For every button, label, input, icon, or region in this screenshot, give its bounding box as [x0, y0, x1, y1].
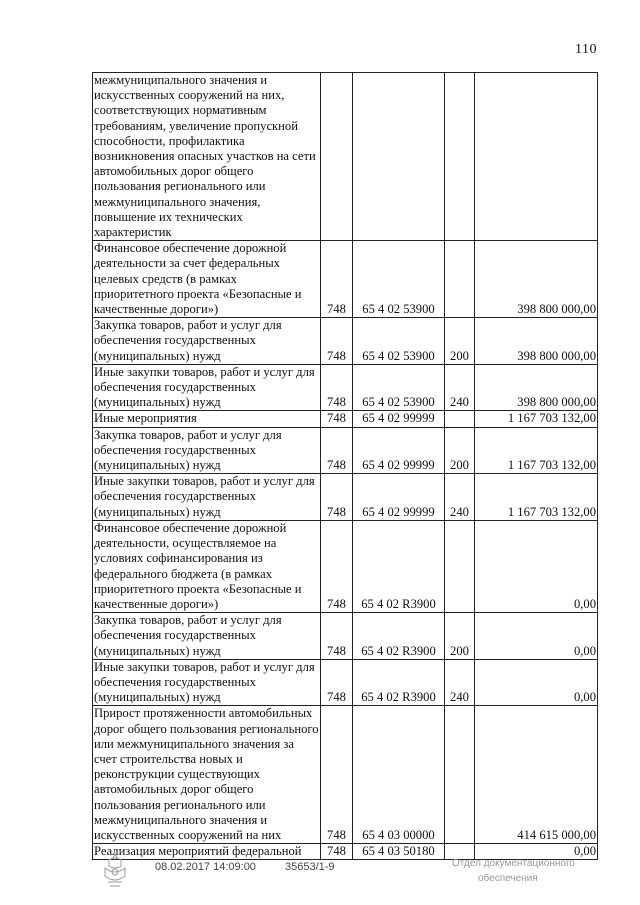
row-amount: [475, 73, 598, 241]
row-target: 65 4 02 53900: [353, 241, 445, 318]
table-row: [93, 659, 598, 706]
row-name: Иные закупки товаров, работ и услуг для обеспечения государственных (муниципальных) нужд: [93, 364, 321, 411]
row-amount: 414 615 000,00: [475, 706, 598, 844]
row-name: Реализация мероприятий федеральной: [93, 844, 321, 860]
table-row: [93, 706, 598, 844]
row-amount: 0,00: [475, 844, 598, 860]
row-code: 748: [321, 364, 353, 411]
row-kind: 200: [445, 613, 475, 660]
row-amount: 0,00: [475, 613, 598, 660]
row-target: 65 4 02 R3900: [353, 659, 445, 706]
footer-stamp-text: [452, 856, 575, 886]
table-row: [93, 364, 598, 411]
row-code: 748: [321, 411, 353, 427]
row-amount: 1 167 703 132,00: [475, 474, 598, 521]
footer-doc-id: 35653/1-9: [285, 861, 335, 873]
row-target: 65 4 02 R3900: [353, 613, 445, 660]
row-code: 748: [321, 474, 353, 521]
row-target: 65 4 02 53900: [353, 364, 445, 411]
row-amount: 398 800 000,00: [475, 364, 598, 411]
stamp-emblem-icon: [100, 852, 130, 890]
row-target: 65 4 03 50180: [353, 844, 445, 860]
row-name: Закупка товаров, работ и услуг для обеспечения государственных (муниципальных) нужд: [93, 427, 321, 474]
row-name: Финансовое обеспечение дорожной деятельности, осуществляемое на условиях софинансирования из федерального бюджета (в рамках приоритетного проекта «Безопасные и качественные дороги»): [93, 520, 321, 612]
row-kind: 200: [445, 427, 475, 474]
table-row: [93, 474, 598, 521]
budget-table: [92, 72, 598, 860]
row-name: Финансовое обеспечение дорожной деятельности за счет федеральных целевых средств (в рамках приоритетного проекта «Безопасные и качественные дороги»): [93, 241, 321, 318]
page-number: 110: [575, 42, 597, 57]
row-target: 65 4 02 53900: [353, 318, 445, 365]
row-name: Прирост протяженности автомобильных дорог общего пользования регионального или межмуниципального значения за счет строительства новых и реконструкции существующих автомобильных дорог общего пользования регионального или межмуниципального значения и искусственных сооружений на них: [94, 706, 319, 842]
row-kind: [445, 411, 475, 427]
table-row: [93, 427, 598, 474]
row-code: 748: [321, 427, 353, 474]
row-name: Закупка товаров, работ и услуг для обеспечения государственных (муниципальных) нужд: [93, 613, 321, 660]
row-kind: 240: [445, 474, 475, 521]
row-amount: 0,00: [475, 659, 598, 706]
row-target: 65 4 02 R3900: [353, 520, 445, 612]
row-kind: 240: [445, 659, 475, 706]
row-name: межмуниципального значения и искусственных сооружений на них, соответствующих нормативным требованиям, увеличение пропускной способности, профилактика возникновения опасных участков на сети автомобильных дорог общего пользования регионального или межмуниципального значения, повышение их технических характеристик: [93, 73, 321, 241]
row-target: 65 4 02 99999: [353, 411, 445, 427]
row-target: 65 4 03 00000: [353, 706, 445, 844]
row-target: 65 4 02 99999: [353, 427, 445, 474]
row-target: 65 4 02 99999: [353, 474, 445, 521]
row-name: Иные закупки товаров, работ и услуг для обеспечения государственных (муниципальных) нужд: [93, 659, 321, 706]
table-row: [93, 318, 598, 365]
row-name: Иные мероприятия: [93, 411, 321, 427]
footer-timestamp: 08.02.2017 14:09:00: [155, 861, 256, 873]
table-row: [93, 520, 598, 612]
table-row: [93, 613, 598, 660]
row-kind: [445, 520, 475, 612]
row-code: 748: [321, 241, 353, 318]
row-amount: 1 167 703 132,00: [475, 427, 598, 474]
row-code: [321, 73, 353, 241]
table-row: [93, 241, 598, 318]
row-code: 748: [321, 613, 353, 660]
row-name: Закупка товаров, работ и услуг для обеспечения государственных (муниципальных) нужд: [93, 318, 321, 365]
table-row: [93, 73, 598, 241]
row-kind: [445, 706, 475, 844]
row-code: 748: [321, 520, 353, 612]
footer-stamp-line: Отдел документационного: [452, 858, 575, 869]
table-row: [93, 411, 598, 427]
row-kind: 240: [445, 364, 475, 411]
row-amount: 0,00: [475, 520, 598, 612]
row-kind: [445, 241, 475, 318]
row-code: 748: [321, 659, 353, 706]
row-code: 748: [321, 318, 353, 365]
row-amount: 1 167 703 132,00: [475, 411, 598, 427]
row-amount: 398 800 000,00: [475, 241, 598, 318]
row-code: 748: [321, 844, 353, 860]
row-kind: 200: [445, 318, 475, 365]
row-code: 748: [321, 706, 353, 844]
row-amount: 398 800 000,00: [475, 318, 598, 365]
row-target: [353, 73, 445, 241]
footer-stamp-line: обеспечения: [478, 873, 538, 884]
row-name: Иные закупки товаров, работ и услуг для обеспечения государственных (муниципальных) нужд: [93, 474, 321, 521]
row-kind: [445, 73, 475, 241]
